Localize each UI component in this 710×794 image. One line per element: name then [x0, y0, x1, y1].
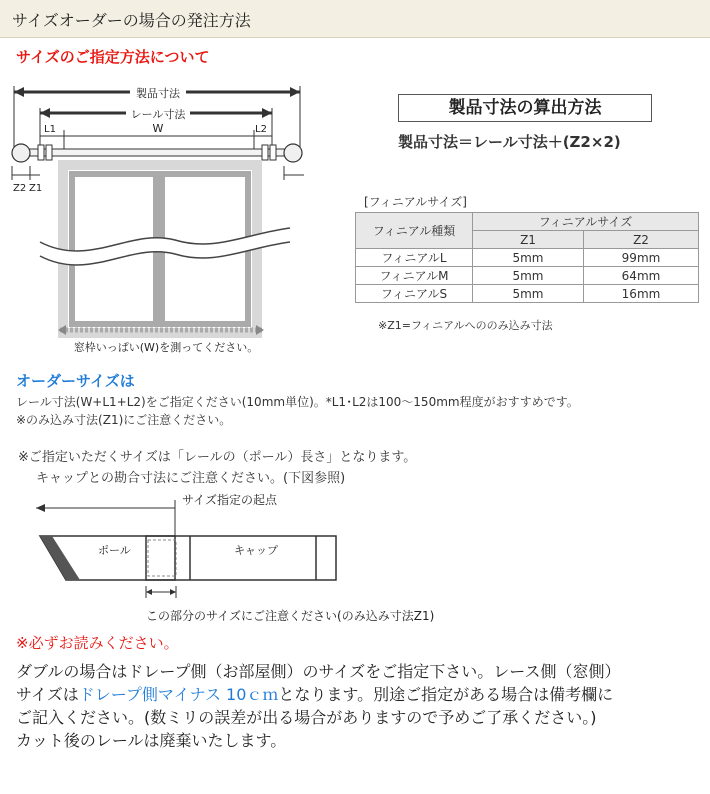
order-size-title: オーダーサイズは: [16, 372, 135, 390]
must-read-line-4: カット後のレールは廃棄いたします。: [16, 731, 287, 750]
origin-label: サイズ指定の起点: [182, 493, 278, 507]
notice-line-1: ※ご指定いただくサイズは「レールの（ポール）長さ」となります。: [18, 450, 417, 465]
must-read-line-2: [16, 682, 613, 705]
must-read-line-2-post: となります。別途ご指定がある場合は備考欄に: [278, 685, 614, 704]
page-title: サイズオーダーの場合の発注方法: [12, 11, 251, 30]
must-read-line-2-pre: サイズは: [16, 685, 79, 704]
calc-formula: 製品寸法＝レール寸法＋(Z2×2): [398, 133, 621, 151]
finial-size-header: フィニアルサイズ: [473, 213, 699, 231]
pole-cap-diagram: [0, 488, 520, 630]
notice-line-2: キャップとの勘合寸法にご注意ください。(下図参照): [36, 471, 346, 486]
z2-label: Z2: [13, 183, 27, 194]
right-finial-icon: [284, 144, 302, 162]
table-row: [356, 285, 699, 303]
table-row: [356, 249, 699, 267]
must-read-title: ※必ずお読みください。: [16, 634, 179, 652]
pole-label: ポール: [98, 544, 131, 557]
section-title: サイズのご指定方法について: [16, 48, 210, 66]
w-label: W: [152, 122, 164, 135]
must-read-line-1: ダブルの場合はドレープ側（お部屋側）のサイズをご指定下さい。レース側（窓側）: [16, 662, 621, 681]
rail-size-label: レール寸法: [130, 108, 186, 121]
finial-name: フィニアルM: [356, 267, 473, 285]
finial-z1: 5mm: [473, 249, 584, 267]
must-read-line-3: ご記入ください。(数ミリの誤差が出る場合がありますので予めご了承ください。): [16, 708, 597, 727]
table-row: [356, 267, 699, 285]
finial-z2: 64mm: [584, 267, 699, 285]
left-finial-icon: [12, 144, 30, 162]
finial-z2: 16mm: [584, 285, 699, 303]
finial-z2: 99mm: [584, 249, 699, 267]
finial-name: フィニアルS: [356, 285, 473, 303]
l2-label: L2: [255, 124, 267, 135]
cap-label: キャップ: [234, 544, 278, 557]
calc-method-box: 製品寸法の算出方法: [398, 94, 652, 122]
rail-measurement-diagram: [0, 78, 360, 363]
z1-header: Z1: [473, 231, 584, 249]
drape-minus-highlight: ドレープ側マイナス 10ｃｍ: [78, 685, 279, 704]
l1-label: L1: [44, 124, 56, 135]
z2-header: Z2: [584, 231, 699, 249]
header-bar: [0, 0, 710, 38]
order-note: ※のみ込み寸法(Z1)にご注意ください。: [16, 413, 232, 427]
finial-name: フィニアルL: [356, 249, 473, 267]
product-size-label: 製品寸法: [136, 87, 180, 100]
z1-label: Z1: [29, 183, 43, 194]
window-caption: 窓枠いっぱい(W)を測ってください。: [73, 341, 259, 354]
finial-z1: 5mm: [473, 285, 584, 303]
cap-bottom-note: この部分のサイズにご注意ください(のみ込み寸法Z1): [146, 609, 435, 623]
order-instruction: レール寸法(W+L1+L2)をご指定ください(10mm単位)。*L1･L2は100～150mm程度がおすすめです。: [16, 395, 579, 409]
finial-type-header: フィニアル種類: [356, 213, 473, 249]
finial-note: ※Z1=フィニアルへののみ込み寸法: [378, 319, 553, 332]
finial-table-caption: [フィニアルサイズ]: [364, 195, 467, 209]
finial-size-table: [355, 212, 699, 303]
finial-z1: 5mm: [473, 267, 584, 285]
